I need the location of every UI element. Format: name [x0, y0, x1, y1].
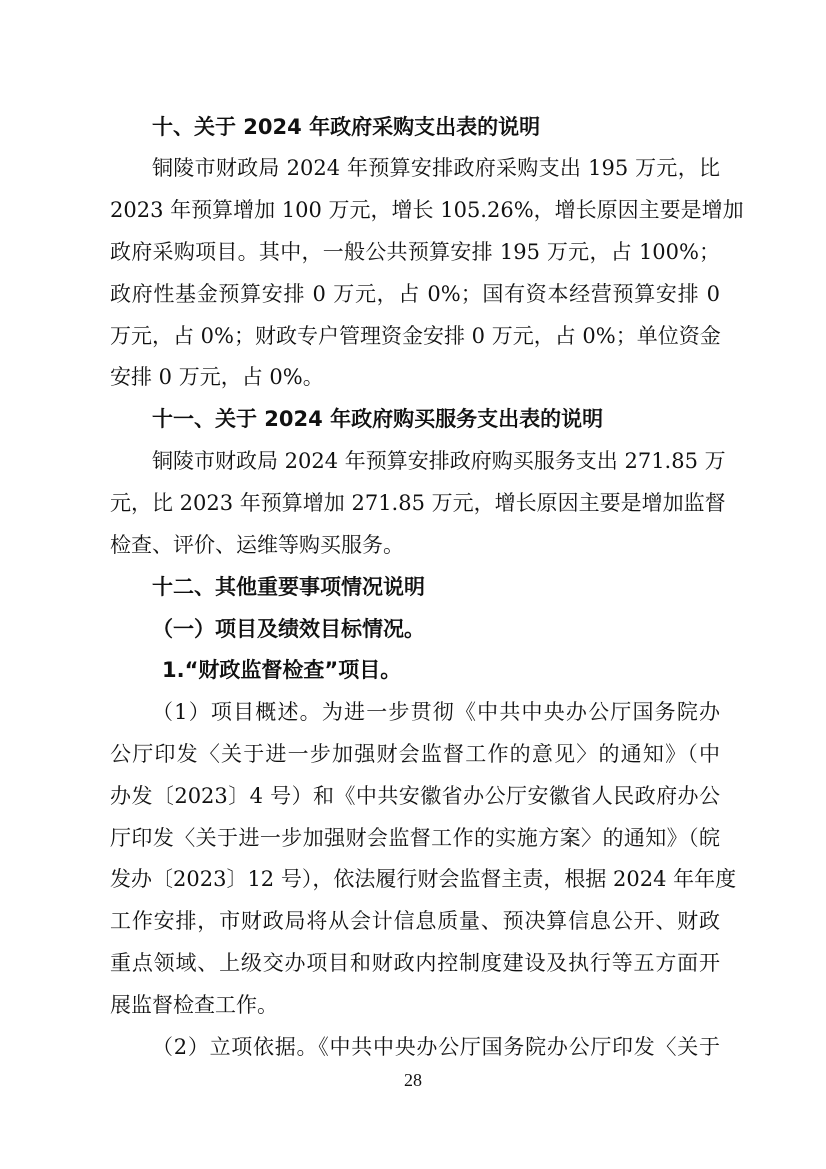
section-heading-10: 十、关于 2024 年政府采购支出表的说明 — [152, 115, 541, 139]
paragraph-line: 发办〔2023〕12 号），依法履行财会监督主责，根据 2024 年年度 — [110, 867, 737, 891]
subsection-heading: （一）项目及绩效目标情况。 — [152, 617, 425, 641]
paragraph-line: 检查、评价、运维等购买服务。 — [110, 533, 404, 557]
section-heading-11: 十一、关于 2024 年政府购买服务支出表的说明 — [152, 407, 604, 431]
paragraph-line: 展监督检查工作。 — [110, 993, 278, 1017]
paragraph-line: 万元，占 0%；财政专户管理资金安排 0 万元，占 0%；单位资金 — [110, 324, 721, 348]
paragraph-line: 厅印发〈关于进一步加强财会监督工作的实施方案〉的通知》（皖 — [110, 826, 720, 850]
paragraph-line: 铜陵市财政局 2024 年预算安排政府购买服务支出 271.85 万 — [152, 449, 726, 473]
paragraph-line: 安排 0 万元，占 0%。 — [110, 365, 324, 389]
paragraph-line: 元，比 2023 年预算增加 271.85 万元，增长原因主要是增加监督 — [110, 491, 726, 515]
paragraph-line: 工作安排，市财政局将从会计信息质量、预决算信息公开、财政 — [110, 909, 720, 933]
paragraph-line: （2）立项依据。《中共中央办公厅国务院办公厅印发〈关于 — [152, 1035, 720, 1059]
paragraph-line: 公厅印发〈关于进一步加强财会监督工作的意见〉的通知》（中 — [110, 742, 720, 766]
paragraph-line: 政府性基金预算安排 0 万元，占 0%；国有资本经营预算安排 0 — [110, 282, 720, 306]
section-heading-12: 十二、其他重要事项情况说明 — [152, 575, 425, 599]
paragraph-line: 重点领域、上级交办项目和财政内控制度建设及执行等五方面开 — [110, 951, 720, 975]
paragraph-line: 铜陵市财政局 2024 年预算安排政府采购支出 195 万元，比 — [152, 156, 720, 180]
paragraph-line: 办发〔2023〕4 号）和《中共安徽省办公厅安徽省人民政府办公 — [110, 784, 720, 808]
item-heading: 1.“财政监督检查”项目。 — [162, 658, 402, 682]
page-number: 28 — [404, 1070, 422, 1090]
paragraph-line: 2023 年预算增加 100 万元，增长 105.26%，增长原因主要是增加 — [110, 198, 744, 222]
paragraph-line: 政府采购项目。其中，一般公共预算安排 195 万元，占 100%； — [110, 240, 720, 264]
paragraph-line: （1）项目概述。为进一步贯彻《中共中央办公厅国务院办 — [152, 700, 720, 724]
